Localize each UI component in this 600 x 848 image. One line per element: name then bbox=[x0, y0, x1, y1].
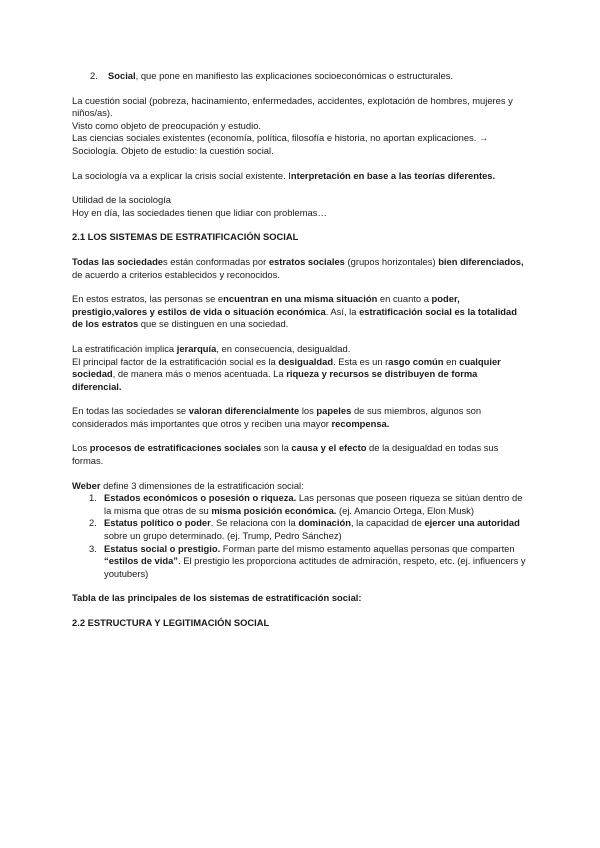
list-item bbox=[72, 492, 528, 517]
paragraph bbox=[72, 356, 528, 394]
bold-text: Estatus político o poder bbox=[104, 517, 211, 529]
bold-text: Weber bbox=[72, 479, 101, 491]
list-item bbox=[72, 517, 528, 542]
bold-text: “estilos de vida” bbox=[104, 555, 178, 567]
text: de la desigualdad en todas sus formas. bbox=[72, 442, 499, 467]
list-number: 2. bbox=[89, 517, 97, 529]
paragraph bbox=[72, 207, 528, 220]
text: en bbox=[443, 355, 460, 367]
bold-text: jerarquía bbox=[176, 342, 217, 354]
text: Los bbox=[72, 442, 90, 454]
bold-text: poder, prestigio,valores y estilos de vida o situación económica bbox=[72, 293, 460, 317]
paragraph bbox=[72, 405, 528, 430]
table-caption: Tabla de las principales de los sistemas de estratificación social: bbox=[72, 592, 362, 604]
bold-text: dominación bbox=[298, 517, 351, 529]
section-heading: 2.1 LOS SISTEMAS DE ESTRATIFICACIÓN SOCIAL bbox=[72, 231, 299, 243]
bold-text: misma posición económica. bbox=[211, 504, 337, 516]
list-item bbox=[72, 543, 528, 581]
bold-text: recompensa. bbox=[331, 417, 390, 429]
text: . Así, la bbox=[325, 305, 360, 317]
bold-text: valoran diferencialmente bbox=[188, 405, 300, 417]
text: . El prestigio les proporciona actitudes de admiración, respeto, etc. (ej. influencers y youtubers) bbox=[104, 555, 526, 579]
text: s están conformadas por bbox=[163, 255, 269, 267]
text: los bbox=[299, 405, 317, 417]
paragraph bbox=[72, 293, 528, 331]
text: , la capacidad de bbox=[350, 517, 425, 529]
bold-text: desigualdad bbox=[278, 355, 334, 367]
bold-text: Estatus social o prestigio. bbox=[104, 542, 221, 554]
paragraph bbox=[72, 170, 528, 183]
text: La estratificación implica bbox=[72, 342, 177, 354]
bold-text: bien diferenciados, bbox=[438, 255, 524, 267]
paragraph bbox=[72, 480, 528, 493]
bold-text: Estados económicos o posesión o riqueza. bbox=[104, 492, 297, 504]
bold-text: causa y el efecto bbox=[291, 442, 367, 454]
text: La sociología va a explicar la crisis social existente. I bbox=[72, 169, 291, 181]
bold-text: papeles bbox=[316, 405, 352, 417]
bold-text: ncuentran en una misma situación bbox=[223, 293, 378, 305]
text: , que pone en manifiesto las explicaciones socioeconómicas o estructurales. bbox=[135, 70, 453, 81]
text: de sus miembros, algunos son considerados más importantes que otros y reciben una mayor bbox=[72, 405, 482, 429]
bold-text: riqueza y recursos se distribuyen de forma diferencial. bbox=[72, 368, 478, 392]
section-heading: 2.2 ESTRUCTURA Y LEGITIMACIÓN SOCIAL bbox=[72, 617, 270, 628]
text: El principal factor de la estratificación social es la bbox=[72, 355, 279, 367]
list-item bbox=[72, 70, 528, 83]
text: de acuerdo a criterios establecidos y reconocidos. bbox=[72, 268, 280, 280]
bold-text: Social bbox=[108, 70, 136, 81]
paragraph bbox=[72, 120, 528, 133]
list-number: 1. bbox=[89, 492, 97, 504]
text: , de manera más o menos acentuada. La bbox=[112, 368, 287, 380]
paragraph bbox=[72, 343, 528, 356]
bold-text: Todas las sociedade bbox=[72, 255, 164, 267]
list-number: 3. bbox=[89, 542, 97, 554]
text: En todas las sociedades se bbox=[72, 405, 189, 417]
text: . Esta es un r bbox=[333, 355, 389, 367]
list-number: 2. bbox=[90, 70, 98, 81]
bold-text: estratos sociales bbox=[268, 255, 345, 267]
paragraph bbox=[72, 256, 528, 281]
bold-text: ejercer una autoridad bbox=[424, 517, 520, 529]
text: en cuanto a bbox=[377, 293, 432, 305]
paragraph bbox=[72, 442, 528, 467]
text: En estos estratos, las personas se e bbox=[72, 293, 224, 305]
text: Hoy en día, las sociedades tienen que lidiar con problemas… bbox=[72, 206, 327, 218]
document-page bbox=[72, 70, 528, 630]
text: Las ciencias sociales existentes (economía, política, filosofía e historia, no aportan explicaciones. → Sociología. Objeto de estudio: la cuestión social. bbox=[72, 132, 489, 156]
bold-text: estratificación social es la totalidad de los estratos bbox=[72, 305, 517, 330]
text: La cuestión social (pobreza, hacinamiento, enfermedades, accidentes, explotación de hombres, mujeres y niños/as). bbox=[72, 94, 513, 119]
bold-text: cualquier sociedad bbox=[72, 355, 501, 380]
text: Visto como objeto de preocupación y estudio. bbox=[72, 119, 262, 131]
bold-text: asgo común bbox=[388, 355, 444, 367]
text: . Se relaciona con la bbox=[210, 517, 299, 529]
text: , en consecuencia, desigualdad. bbox=[216, 342, 351, 354]
text: que se distinguen en una sociedad. bbox=[138, 318, 289, 330]
text: Utilidad de la sociología bbox=[72, 194, 172, 206]
paragraph bbox=[72, 132, 528, 157]
text: sobre un grupo determinado. (ej. Trump, Pedro Sánchez) bbox=[104, 530, 342, 542]
paragraph bbox=[72, 194, 528, 207]
paragraph bbox=[72, 95, 528, 120]
text: (ej. Amancio Ortega, Elon Musk) bbox=[336, 504, 474, 516]
text: son la bbox=[261, 442, 292, 454]
bold-text: procesos de estratificaciones sociales bbox=[89, 442, 262, 454]
text: Las personas que poseen riqueza se sitúan dentro de la misma que otras de su bbox=[104, 492, 523, 516]
bold-text: nterpretación en base a las teorías diferentes. bbox=[290, 169, 496, 181]
text: (grupos horizontales) bbox=[344, 255, 439, 267]
text: Forman parte del mismo estamento aquellas personas que comparten bbox=[220, 542, 515, 554]
text: define 3 dimensiones de la estratificación social: bbox=[100, 479, 304, 491]
